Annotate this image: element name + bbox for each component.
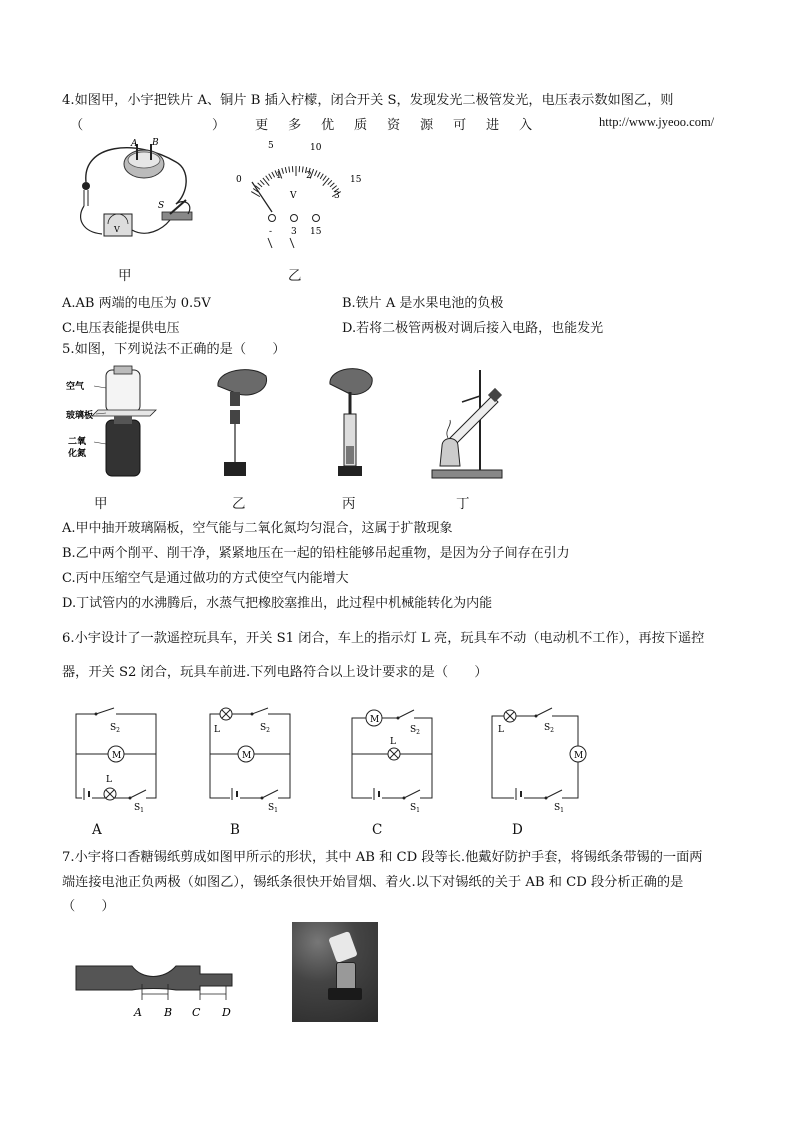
label-s2: $S_2$ [260, 723, 270, 734]
label-s1: $S_1$ [554, 803, 564, 814]
q7-stem-line1: 7.小宇将口香糖锡纸剪成如图甲所示的形状，其中 AB 和 CD 段等长.他戴好防护手套，将锡纸条带锡的一面两 [62, 850, 703, 865]
lemon-circuit-figure [66, 134, 196, 254]
voltmeter-dial-figure [232, 140, 362, 240]
label-s1: $S_1$ [134, 803, 144, 814]
lamp-symbol: L [498, 725, 504, 735]
promo-char: 优 [321, 118, 335, 133]
dial-tick [317, 172, 320, 177]
q4-option-d[interactable]: D.若将二极管两极对调后接入电路，也能发光 [342, 321, 604, 336]
point-c: C [192, 1006, 201, 1019]
promo-char: 入 [519, 118, 533, 133]
q7-stem-line3: （ ） [62, 899, 115, 914]
label-A: A [131, 139, 138, 149]
circuit-label-b: B [230, 822, 240, 838]
dial-unit: V [290, 191, 297, 201]
dial-tick [285, 167, 286, 173]
point-b: B [164, 1006, 173, 1019]
q5-option-c[interactable]: C.丙中压缩空气是通过做功的方式使空气内能增大 [62, 571, 349, 586]
promo-char: 资 [387, 118, 401, 133]
dial-left-0: 0 [236, 175, 242, 185]
diffusion-jars-figure [66, 366, 156, 486]
label-s2: $S_2$ [410, 725, 420, 736]
q5-option-d[interactable]: D.丁试管内的水沸腾后，水蒸气把橡胶塞推出，此过程中机械能转化为内能 [62, 596, 493, 611]
dial-tick [332, 186, 337, 190]
dial-tick [258, 183, 262, 187]
dial-tick [269, 174, 272, 179]
promo-char: 可 [453, 118, 467, 133]
dial-tick [330, 183, 334, 187]
dial-top-10: 10 [310, 143, 322, 153]
q7-stem-line2: 端连接电池正负两极（如图乙），锡纸条很快开始冒烟、着火.以下对锡纸的关于 AB 和 CD 段分析正确的是 [62, 875, 684, 890]
lamp-symbol: L [106, 775, 112, 785]
q4-fig-label-jia: 甲 [118, 268, 132, 284]
promo-char: 更 [255, 118, 269, 133]
dial-tick [260, 180, 264, 184]
dial-tick [302, 166, 303, 172]
label-no2-1: 二氧 [68, 437, 87, 447]
terminal-neg: - [269, 227, 273, 237]
dial-top-5: 5 [268, 141, 274, 151]
lead-cylinders-figure [212, 366, 272, 486]
q5-fig-label-yi: 乙 [232, 496, 246, 512]
circuit-label-d: D [512, 822, 523, 838]
q5-option-b[interactable]: B.乙中两个削平、削干净，紧紧地压在一起的铅柱能够吊起重物，是因为分子间存在引力 [62, 546, 570, 561]
lamp-symbol: L [390, 737, 396, 747]
terminal-15: 15 [310, 227, 322, 237]
motor-symbol: M [112, 751, 122, 761]
dial-right-15: 15 [350, 175, 362, 185]
q6-stem-line1: 6.小宇设计了一款遥控玩具车，开关 S1 闭合，车上的指示灯 L 亮，玩具车不动（电动机不工作），再按下遥控 [62, 631, 705, 646]
q4-fig-label-yi: 乙 [288, 268, 302, 284]
fire-piston-figure [320, 366, 380, 486]
motor-symbol: M [574, 751, 584, 761]
point-a: A [134, 1006, 142, 1019]
dial-tick [320, 174, 323, 179]
motor-symbol: M [370, 715, 380, 725]
terminal-3: 3 [291, 227, 297, 237]
dial-tick [289, 166, 290, 172]
q5-option-a[interactable]: A.甲中抽开玻璃隔板，空气能与二氧化氮均匀混合，这属于扩散现象 [62, 521, 453, 536]
circuit-label-a: A [92, 822, 102, 838]
circuit-c[interactable] [348, 708, 438, 814]
q4-option-c[interactable]: C.电压表能提供电压 [62, 321, 180, 336]
label-s2: $S_2$ [110, 723, 120, 734]
label-air: 空气 [66, 382, 85, 392]
label-B: B [152, 138, 159, 148]
jyeoo-link[interactable]: http://www.jyeoo.com/ [599, 115, 715, 129]
q5-fig-label-ding: 丁 [456, 496, 470, 512]
dial-bottom-2: 2 [306, 171, 312, 181]
q4-option-b[interactable]: B.铁片 A 是水果电池的负极 [342, 296, 504, 311]
motor-symbol: M [242, 751, 252, 761]
tin-foil-strip-figure [76, 960, 236, 1022]
circuit-d[interactable] [490, 708, 590, 814]
circuit-b[interactable] [206, 708, 296, 814]
dial-tick [323, 176, 326, 181]
q4-stem: 4.如图甲，小宇把铁片 A、铜片 B 插入柠檬，闭合开关 S，发现发光二极管发光，电压表示数如图乙，则 [62, 93, 674, 108]
q4-paren-open: （ [70, 118, 84, 133]
lamp-symbol: L [214, 725, 220, 735]
point-d: D [222, 1006, 231, 1019]
q5-stem: 5.如图，下列说法不正确的是（ ） [62, 342, 286, 357]
q6-stem-line2: 器，开关 S2 闭合，玩具车前进.下列电路符合以上设计要求的是（ ） [62, 665, 488, 680]
q4-paren-close: ） [212, 118, 226, 133]
dial-tick [282, 168, 284, 174]
q5-fig-label-jia: 甲 [94, 496, 108, 512]
dial-tick [266, 176, 269, 181]
dial-bottom-1: 1 [276, 171, 282, 181]
q5-fig-label-bing: 丙 [342, 496, 356, 512]
label-s1: $S_1$ [268, 803, 278, 814]
label-s2: $S_2$ [544, 723, 554, 734]
label-s1: $S_1$ [410, 803, 420, 814]
dial-right-3: 3 [334, 191, 340, 201]
burning-foil-photo [292, 922, 378, 1022]
test-tube-figure [428, 366, 508, 486]
q4-stem-line2 [62, 114, 732, 132]
label-S: S [158, 201, 165, 211]
dial-tick [272, 172, 275, 177]
dial-tick [328, 180, 332, 184]
dial-tick [315, 170, 317, 175]
q4-option-a[interactable]: A.AB 两端的电压为 0.5V [62, 296, 211, 311]
label-glass: 玻璃板 [66, 411, 94, 421]
circuit-label-c: C [372, 822, 383, 838]
circuit-a[interactable] [72, 708, 162, 814]
promo-char: 进 [486, 118, 500, 133]
label-V: V [114, 225, 120, 234]
label-no2-2: 化氮 [68, 449, 87, 459]
promo-char: 质 [354, 118, 368, 133]
promo-char: 多 [288, 118, 302, 133]
promo-char: 源 [420, 118, 434, 133]
